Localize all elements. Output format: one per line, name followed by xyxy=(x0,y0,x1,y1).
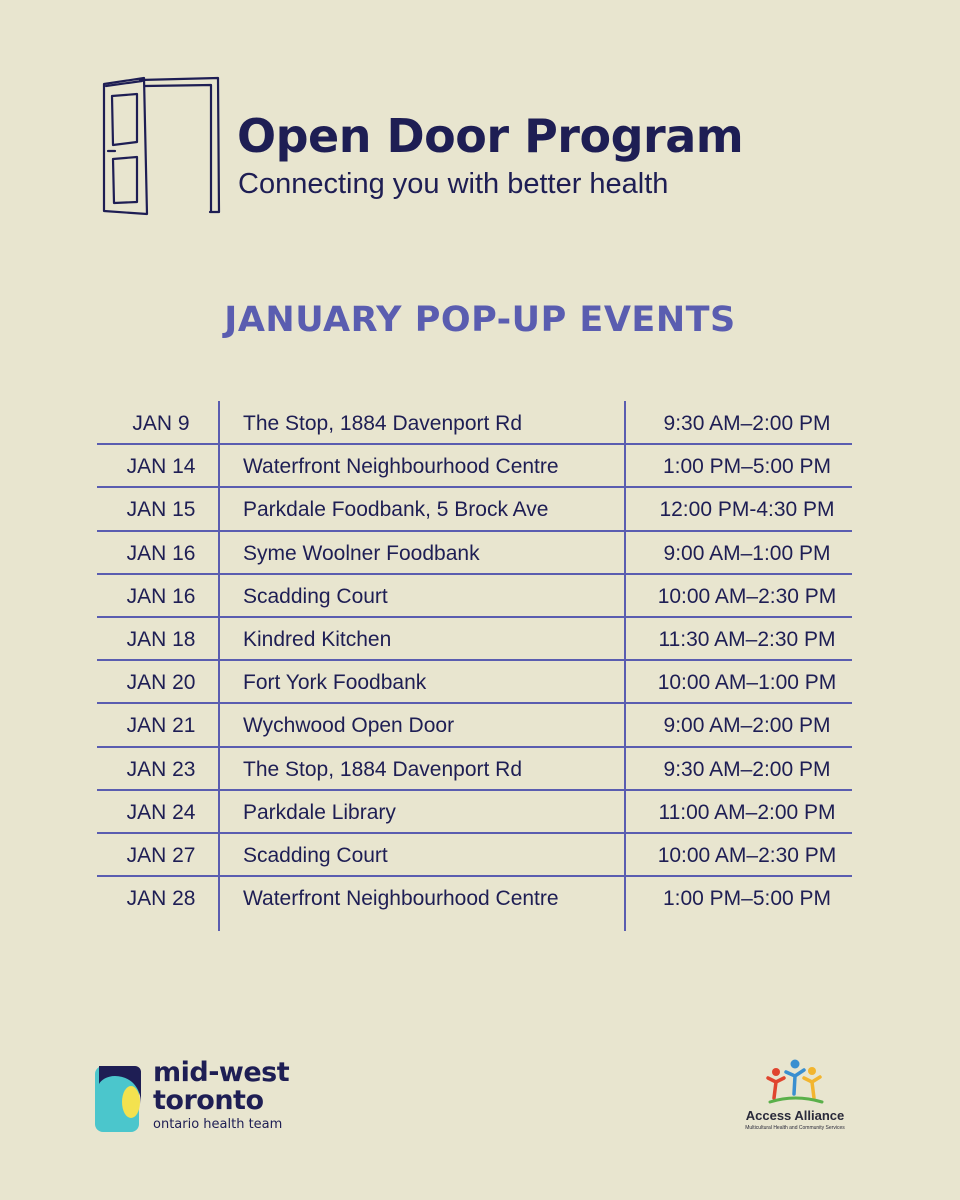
event-date: JAN 15 xyxy=(126,498,196,522)
event-location: Scadding Court xyxy=(243,844,388,867)
mwt-name-line1: mid-west xyxy=(153,1057,290,1088)
event-date: JAN 20 xyxy=(126,671,196,695)
event-location: Wychwood Open Door xyxy=(243,714,455,738)
event-location: Parkdale Foodbank, 5 Brock Ave xyxy=(243,498,549,522)
event-date: JAN 9 xyxy=(132,412,190,435)
event-date: JAN 24 xyxy=(126,800,196,824)
event-location: Scadding Court xyxy=(243,584,388,608)
table-row xyxy=(97,444,852,487)
event-date: JAN 28 xyxy=(126,887,196,911)
table-row xyxy=(97,531,852,574)
events-table xyxy=(97,401,852,931)
table-row xyxy=(97,747,852,790)
access-alliance-logo-icon xyxy=(766,1058,824,1106)
access-alliance-tagline: Multicultural Health and Community Services xyxy=(745,1125,845,1131)
event-time: 10:00 AM–1:00 PM xyxy=(657,671,837,695)
event-time: 9:00 AM–1:00 PM xyxy=(663,541,831,565)
event-time: 11:00 AM–2:00 PM xyxy=(658,800,836,824)
event-location: Syme Woolner Foodbank xyxy=(243,541,480,565)
table-row xyxy=(97,401,852,444)
event-time: 1:00 PM–5:00 PM xyxy=(662,887,832,911)
table-row xyxy=(97,487,852,530)
mid-west-toronto-logo xyxy=(95,1057,325,1136)
event-location: Waterfront Neighbourhood Centre xyxy=(243,455,559,479)
page-title: Open Door Program xyxy=(237,109,744,163)
event-time: 9:00 AM–2:00 PM xyxy=(663,714,831,738)
event-time: 12:00 PM-4:30 PM xyxy=(659,498,835,522)
access-alliance-logo xyxy=(730,1058,860,1140)
table-row xyxy=(97,876,852,919)
event-location: The Stop, 1884 Davenport Rd xyxy=(243,757,523,781)
event-date: JAN 14 xyxy=(126,455,196,479)
event-date: JAN 16 xyxy=(126,584,196,608)
event-date: JAN 18 xyxy=(126,628,196,651)
event-date: JAN 23 xyxy=(126,757,196,781)
event-date: JAN 27 xyxy=(126,844,196,867)
table-row xyxy=(97,790,852,833)
table-row xyxy=(97,574,852,617)
page-subtitle: Connecting you with better health xyxy=(238,168,669,200)
mwt-name-line2: toronto xyxy=(153,1085,264,1116)
event-time: 10:00 AM–2:30 PM xyxy=(657,584,837,608)
access-alliance-name: Access Alliance xyxy=(745,1108,845,1123)
events-heading: JANUARY POP-UP EVENTS xyxy=(224,300,736,340)
event-time: 11:30 AM–2:30 PM xyxy=(658,628,836,651)
open-door-icon xyxy=(98,74,224,216)
event-location: Fort York Foodbank xyxy=(243,671,427,695)
event-date: JAN 16 xyxy=(126,541,196,565)
event-date: JAN 21 xyxy=(126,714,196,738)
table-row xyxy=(97,660,852,703)
event-location: The Stop, 1884 Davenport Rd xyxy=(243,412,523,435)
event-location: Waterfront Neighbourhood Centre xyxy=(243,887,559,911)
event-time: 10:00 AM–2:30 PM xyxy=(657,844,837,867)
mid-west-toronto-logo-icon xyxy=(95,1064,145,1136)
event-location: Parkdale Library xyxy=(243,800,396,824)
event-time: 9:30 AM–2:00 PM xyxy=(663,757,831,781)
event-location: Kindred Kitchen xyxy=(243,628,392,651)
table-row xyxy=(97,617,852,660)
event-time: 9:30 AM–2:00 PM xyxy=(663,412,831,435)
table-row xyxy=(97,703,852,746)
event-time: 1:00 PM–5:00 PM xyxy=(662,455,832,479)
table-row xyxy=(97,833,852,876)
mwt-tagline: ontario health team xyxy=(153,1117,283,1132)
